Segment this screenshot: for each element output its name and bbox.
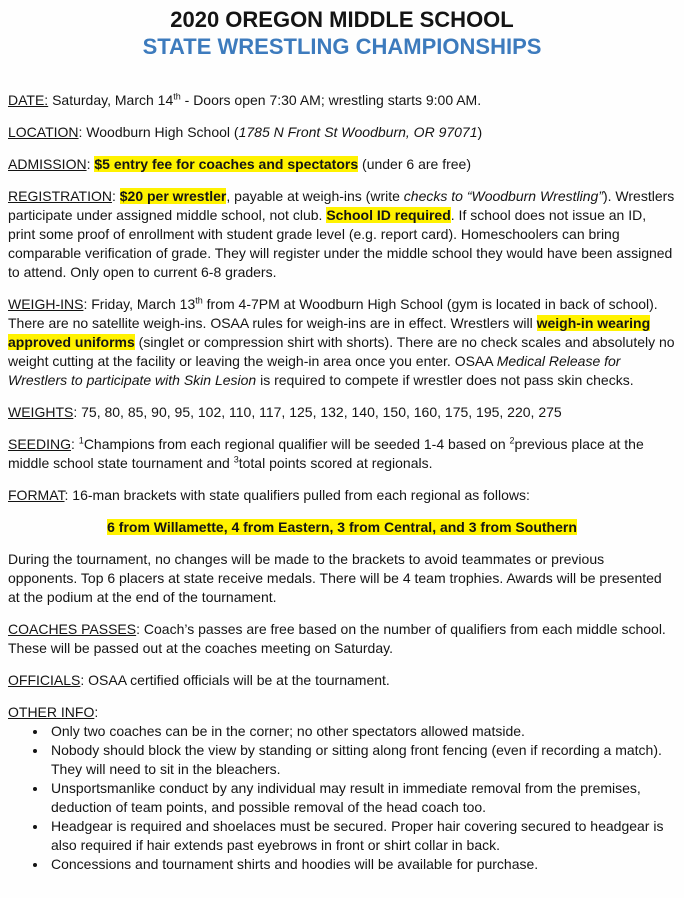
text-run: : [71,436,79,452]
text-run: : [86,156,95,172]
text-run: ) [477,124,483,140]
text-run: Champions from each regional qualifier will be seeded 1-4 based on [83,436,510,452]
text-run: (under 6 are free) [358,156,471,172]
section-label-other-info: OTHER INFO [8,704,95,720]
section-officials [8,671,676,690]
text-run: Medical Release for Wrestlers to participate with Skin Lesion [8,353,621,388]
section-date [8,91,676,110]
section-format-highlight [8,518,676,537]
bullet-item: • Only two coaches can be in the corner; no other spectators allowed matside. [48,722,676,741]
text-run: Saturday, March 14 [48,92,174,108]
section-admission [8,155,676,174]
text-run: During the tournament, no changes will be made to the brackets to avoid teammates or previous opponents. Top 6 placers at state receive medals. There will be 4 team trophies. Awards will be presented at the podium at the end of the tournament. [8,551,662,605]
text-run: is required to compete if wrestler does not pass skin checks. [256,372,634,388]
text-run: 2 [509,435,515,446]
text-run: - Doors open 7:30 AM; wrestling starts 9:00 AM. [180,92,482,108]
section-label-date: DATE: [8,92,49,108]
text-run: previous place at the middle school state tournament and [8,436,644,471]
text-run: from 4-7PM at Woodburn High School (gym is located in back of school). There are no satellite weigh-ins. OSAA rules for weigh-ins are in effect. Wrestlers will [8,296,658,331]
section-label-location: LOCATION [8,124,79,140]
section-other-info-heading [8,703,676,722]
text-run: : [111,188,120,204]
text-run: : Friday, March 13 [83,296,196,312]
text-run: : OSAA certified officials will be at the tournament. [80,672,390,688]
text-run: School ID required [326,207,451,223]
section-coaches-passes [8,620,676,658]
text-run: checks to “Woodburn Wrestling” [403,188,603,204]
section-location [8,123,676,142]
section-label-weights: WEIGHTS [8,404,74,420]
text-run: : 16-man brackets with state qualifiers pulled from each regional as follows: [64,487,530,503]
text-run: ). Wrestlers participate under assigned middle school, not club. [8,188,675,223]
section-label-admission: ADMISSION [8,156,87,172]
section-label-weigh-ins: WEIGH-INS [8,296,84,312]
text-run: th [195,295,203,306]
section-label-registration: REGISTRATION [8,188,112,204]
section-label-officials: OFFICIALS [8,672,81,688]
bullet-item: • Nobody should block the view by standing or sitting along front fencing (even if recording a match). They will need to sit in the bleachers. [48,741,676,779]
text-run: 1 [78,435,84,446]
bullet-item: • Headgear is required and shoelaces must be secured. Proper hair covering secured to headgear is also required if hair extends past eyebrows in front or shirt collar in back. [48,817,676,855]
flyer-body [8,91,676,874]
text-run: . If school does not issue an ID, print some proof of enrollment with student grade level (e.g. report card). Homeschoolers can bring comparable verification of grade. They will register under the middle school they would have been assigned to attend. Only open to current 6-8 graders. [8,207,673,280]
bullet-item: • Unsportsmanlike conduct by any individual may result in immediate removal from the premises, deduction of team points, and possible removal of the head coach too. [48,779,676,817]
text-run: th [173,91,181,102]
other-info-list [8,722,676,874]
text-run: $20 per wrestler [119,188,227,204]
text-run: : Coach’s passes are free based on the number of qualifiers from each middle school. These will be passed out at the coaches meeting on Saturday. [8,621,666,656]
section-weigh-ins [8,295,676,390]
text-run: weigh-in wearing approved uniforms [8,315,651,350]
section-format [8,486,676,505]
page-title-line1: 2020 OREGON MIDDLE SCHOOL [170,7,514,32]
text-run: : [94,704,99,720]
section-seeding [8,435,676,473]
text-run: 1785 N Front St Woodburn, OR 97071 [238,124,478,140]
section-label-format: FORMAT [8,487,65,503]
text-run: , payable at weigh-ins (write [226,188,404,204]
text-run: : 75, 80, 85, 90, 95, 102, 110, 117, 125, 132, 140, 150, 160, 175, 195, 220, 275 [73,404,562,420]
qualifier-breakdown: 6 from Willamette, 4 from Eastern, 3 from Central, and 3 from Southern [107,519,577,535]
text-run: (singlet or compression shirt with shorts). There are no check scales and absolutely no weight cutting at the facility or leaving the weigh-in area once you enter. OSAA [8,334,675,369]
section-label-coaches-passes: COACHES PASSES [8,621,137,637]
section-weights [8,403,676,422]
section-during-tournament [8,550,676,607]
section-registration [8,187,676,282]
text-run: total points scored at regionals. [238,455,433,471]
text-run: 3 [233,454,239,465]
page-title-line2: STATE WRESTLING CHAMPIONSHIPS [142,34,542,59]
section-label-seeding: SEEDING [8,436,72,452]
text-run: $5 entry fee for coaches and spectators [94,156,359,172]
text-run: : Woodburn High School ( [78,124,239,140]
bullet-item: • Concessions and tournament shirts and hoodies will be available for purchase. [48,855,676,874]
